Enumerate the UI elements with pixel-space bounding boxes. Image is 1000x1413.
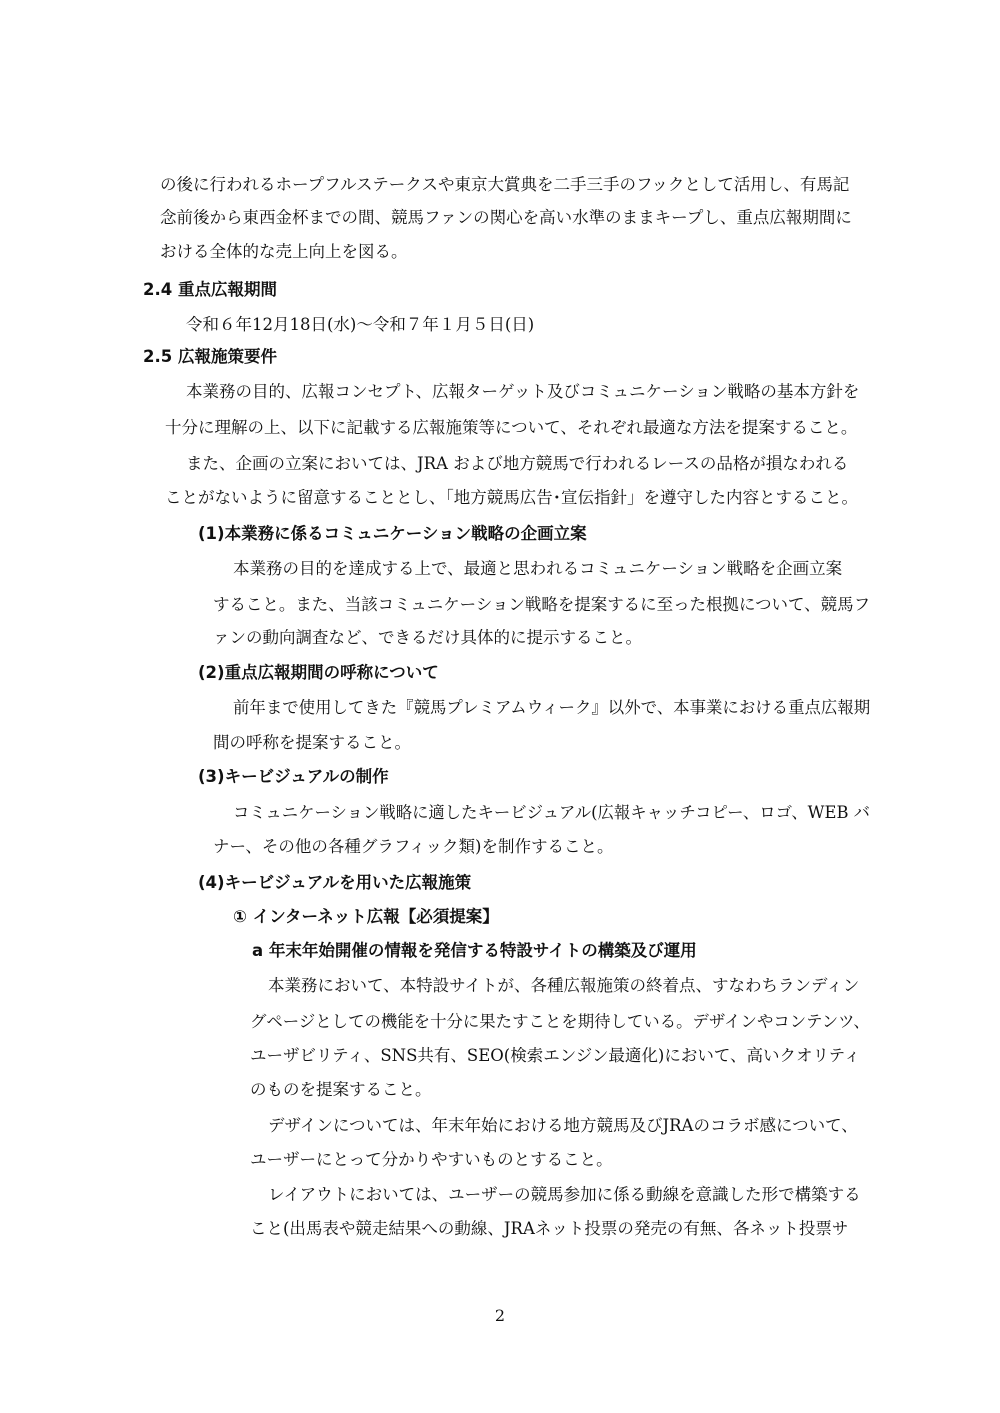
intro-line: おける全体的な売上向上を図る。 [160, 242, 408, 261]
item-text-line: 間の呼称を提案すること。 [213, 733, 411, 752]
paragraph-line: 本業務の目的、広報コンセプト、広報ターゲット及びコミュニケーション戦略の基本方針を [186, 382, 860, 401]
item-text-line: 本業務の目的を達成する上で、最適と思われるコミュニケーション戦略を企画立案 [233, 559, 843, 578]
intro-line: の後に行われるホープフルステークスや東京大賞典を二手三手のフックとして活用し、有馬記 [160, 175, 850, 194]
paragraph-line: 十分に理解の上、以下に記載する広報施策等について、それぞれ最適な方法を提案すること。 [165, 418, 858, 437]
page-number: 2 [494, 1306, 506, 1325]
paragraph-line: ことがないように留意することとし、「地方競馬広告･宣伝指針」を遵守した内容とすること。 [165, 488, 858, 507]
sub-text-line: レイアウトにおいては、ユーザーの競馬参加に係る動線を意識した形で構築する [268, 1185, 861, 1204]
sub-heading-a: a 年末年始開催の情報を発信する特設サイトの構築及び運用 [252, 941, 697, 960]
item-heading-3: (3)キービジュアルの制作 [198, 767, 389, 786]
sub-text-line: のものを提案すること。 [250, 1080, 432, 1099]
item-heading-2: (2)重点広報期間の呼称について [198, 663, 439, 682]
sub-text-line: ユーザビリティ、SNS共有、SEO(検索エンジン最適化)において、高いクオリティ [250, 1046, 861, 1065]
section-heading-2-5: 2.5 広報施策要件 [143, 347, 277, 366]
item-text-line: ァンの動向調査など、できるだけ具体的に提示すること。 [213, 628, 642, 647]
item-heading-1: (1)本業務に係るコミュニケーション戦略の企画立案 [198, 524, 587, 543]
item-text-line: 前年まで使用してきた『競馬プレミアムウィーク』以外で、本事業における重点広報期 [233, 698, 871, 717]
item-text-line: すること。また、当該コミュニケーション戦略を提案するに至った根拠について、競馬フ [213, 595, 871, 614]
section-heading-2-4: 2.4 重点広報期間 [143, 280, 277, 299]
item-heading-4: (4)キービジュアルを用いた広報施策 [198, 873, 472, 892]
sub-text-line: ユーザーにとって分かりやすいものとすること。 [250, 1150, 613, 1169]
sub-text-line: 本業務において、本特設サイトが、各種広報施策の終着点、すなわちランディン [268, 976, 860, 995]
intro-line: 念前後から東西金杯までの間、競馬ファンの関心を高い水準のままキープし、重点広報期間に [160, 208, 852, 227]
sub-text-line: グページとしての機能を十分に果たすことを期待している。デザインやコンテンツ、 [250, 1012, 870, 1031]
period-text: 令和６年12月18日(水)～令和７年１月５日(日) [186, 315, 535, 334]
sub-heading-internet: ① インターネット広報【必須提案】 [233, 907, 499, 926]
sub-text-line: デザインについては、年末年始における地方競馬及びJRAのコラボ感について、 [268, 1116, 858, 1135]
paragraph-line: また、企画の立案においては、JRA および地方競馬で行われるレースの品格が損なわれる [186, 454, 849, 473]
item-text-line: ナー、その他の各種グラフィック類)を制作すること。 [213, 837, 614, 856]
item-text-line: コミュニケーション戦略に適したキービジュアル(広報キャッチコピー、ロゴ、WEB バ [233, 803, 871, 822]
sub-text-line: こと(出馬表や競走結果への動線、JRAネット投票の発売の有無、各ネット投票サ [250, 1219, 849, 1238]
